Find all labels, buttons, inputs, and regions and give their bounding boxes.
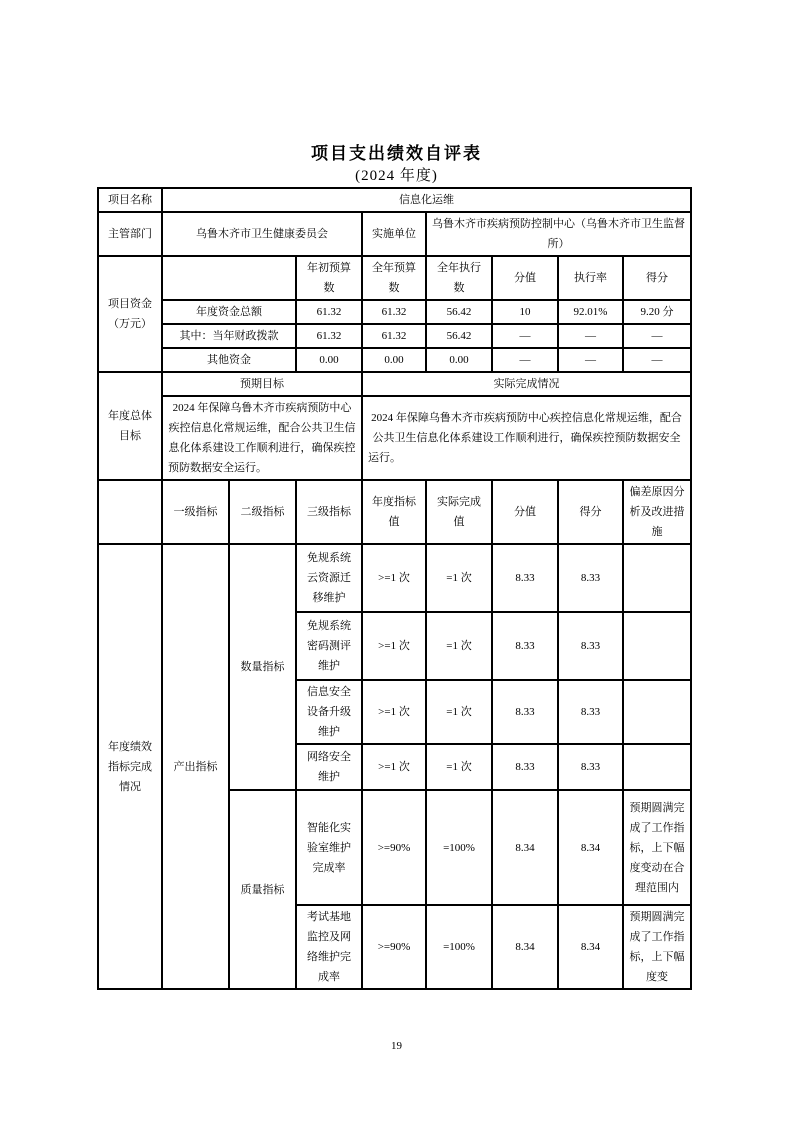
indicator-actual-cell: =1 次 (426, 612, 492, 680)
indicator-actual-cell: =1 次 (426, 544, 492, 612)
indicator-points-cell: 8.33 (492, 544, 558, 612)
indicator-level1-cell: 产出指标 (162, 544, 229, 989)
indicator-row (98, 544, 691, 612)
self-evaluation-table (97, 187, 692, 990)
indicator-points-cell: 8.33 (492, 744, 558, 790)
funding-empty-cell (162, 256, 296, 300)
goal-body-row (98, 396, 691, 480)
indicator-target-cell: >=1 次 (362, 680, 426, 744)
indicator-name-cell: 免规系统密码测评维护 (296, 612, 362, 680)
funding-col-score: 得分 (623, 256, 691, 300)
funding-cell: — (623, 348, 691, 372)
funding-row-fiscal (98, 324, 691, 348)
funding-col-points: 分值 (492, 256, 558, 300)
indicator-target-cell: >=90% (362, 905, 426, 989)
funding-col-annual-budget: 全年预算数 (362, 256, 426, 300)
funding-header-row (98, 256, 691, 300)
funding-cell: — (492, 324, 558, 348)
indicator-deviation-cell: 预期圆满完成了工作指标，上下幅度变动在合理范围内 (623, 790, 691, 905)
funding-cell: 61.32 (362, 300, 426, 324)
funding-cell: 0.00 (296, 348, 362, 372)
indicator-name-cell: 免规系统云资源迁移维护 (296, 544, 362, 612)
indicator-actual-cell: =1 次 (426, 680, 492, 744)
indicator-points-cell: 8.34 (492, 790, 558, 905)
indicator-col-score: 得分 (558, 480, 623, 544)
funding-cell: 92.01% (558, 300, 623, 324)
indicator-col-level3: 三级指标 (296, 480, 362, 544)
project-name-value: 信息化运维 (162, 188, 691, 212)
funding-col-execution-rate: 执行率 (558, 256, 623, 300)
indicator-section-label: 年度绩效指标完成情况 (98, 544, 162, 989)
funding-cell: 61.32 (362, 324, 426, 348)
funding-row-label: 年度资金总额 (162, 300, 296, 324)
indicator-col-points: 分值 (492, 480, 558, 544)
page-number: 19 (391, 1040, 402, 1052)
indicator-col-deviation: 偏差原因分析及改进措施 (623, 480, 691, 544)
funding-col-executed: 全年执行数 (426, 256, 492, 300)
unit-value: 乌鲁木齐市疾病预防控制中心（乌鲁木齐市卫生监督所） (426, 212, 691, 256)
indicator-empty-cell (98, 480, 162, 544)
funding-cell: 9.20 分 (623, 300, 691, 324)
document-title: 项目支出绩效自评表 (311, 144, 482, 163)
indicator-target-cell: >=90% (362, 790, 426, 905)
funding-cell: 61.32 (296, 300, 362, 324)
indicator-name-cell: 考试基地监控及网络维护完成率 (296, 905, 362, 989)
indicator-actual-cell: =100% (426, 905, 492, 989)
indicator-level2-quality-cell: 质量指标 (229, 790, 296, 989)
indicator-target-cell: >=1 次 (362, 744, 426, 790)
indicator-deviation-cell (623, 680, 691, 744)
funding-section-label: 项目资金（万元） (98, 256, 162, 372)
project-name-row (98, 188, 691, 212)
dept-value: 乌鲁木齐市卫生健康委员会 (162, 212, 362, 256)
funding-col-initial-budget: 年初预算数 (296, 256, 362, 300)
funding-cell: — (558, 324, 623, 348)
funding-row-label: 其他资金 (162, 348, 296, 372)
indicator-actual-cell: =1 次 (426, 744, 492, 790)
indicator-col-level1: 一级指标 (162, 480, 229, 544)
funding-cell: — (492, 348, 558, 372)
funding-cell: 61.32 (296, 324, 362, 348)
indicator-name-cell: 智能化实验室维护完成率 (296, 790, 362, 905)
document-subtitle: (2024 年度) (355, 168, 438, 184)
goal-expected-text: 2024 年保障乌鲁木齐市疾病预防中心疾控信息化常规运维，配合公共卫生信息化体系建设工作顺利进行，确保疾控预防数据安全运行。 (162, 396, 362, 480)
indicator-score-cell: 8.33 (558, 680, 623, 744)
indicator-score-cell: 8.33 (558, 544, 623, 612)
project-name-label: 项目名称 (98, 188, 162, 212)
goal-section-label: 年度总体目标 (98, 372, 162, 480)
indicator-points-cell: 8.34 (492, 905, 558, 989)
indicator-name-cell: 网络安全维护 (296, 744, 362, 790)
goal-actual-header: 实际完成情况 (362, 372, 691, 396)
indicator-col-actual: 实际完成值 (426, 480, 492, 544)
funding-cell: 56.42 (426, 324, 492, 348)
goal-header-row (98, 372, 691, 396)
indicator-points-cell: 8.33 (492, 612, 558, 680)
funding-cell: 56.42 (426, 300, 492, 324)
indicator-col-target: 年度指标值 (362, 480, 426, 544)
funding-row-label: 其中：当年财政拨款 (162, 324, 296, 348)
indicator-points-cell: 8.33 (492, 680, 558, 744)
indicator-target-cell: >=1 次 (362, 544, 426, 612)
goal-expected-header: 预期目标 (162, 372, 362, 396)
indicator-score-cell: 8.33 (558, 612, 623, 680)
funding-cell: 10 (492, 300, 558, 324)
funding-cell: — (623, 324, 691, 348)
indicator-deviation-cell (623, 612, 691, 680)
indicator-deviation-cell: 预期圆满完成了工作指标，上下幅度变 (623, 905, 691, 989)
indicator-deviation-cell (623, 544, 691, 612)
indicator-name-cell: 信息安全设备升级维护 (296, 680, 362, 744)
funding-cell: 0.00 (362, 348, 426, 372)
indicator-col-level2: 二级指标 (229, 480, 296, 544)
funding-row-other (98, 348, 691, 372)
goal-actual-text: 2024 年保障乌鲁木齐市疾病预防中心疾控信息化常规运维，配合公共卫生信息化体系建设工作顺利进行，确保疾控预防数据安全运行。 (362, 396, 691, 480)
indicator-target-cell: >=1 次 (362, 612, 426, 680)
funding-cell: 0.00 (426, 348, 492, 372)
indicator-deviation-cell (623, 744, 691, 790)
funding-row-total (98, 300, 691, 324)
indicator-score-cell: 8.33 (558, 744, 623, 790)
unit-label: 实施单位 (362, 212, 426, 256)
indicator-score-cell: 8.34 (558, 790, 623, 905)
indicator-header-row (98, 480, 691, 544)
department-row (98, 212, 691, 256)
indicator-score-cell: 8.34 (558, 905, 623, 989)
indicator-actual-cell: =100% (426, 790, 492, 905)
dept-label: 主管部门 (98, 212, 162, 256)
funding-cell: — (558, 348, 623, 372)
indicator-level2-quantity-cell: 数量指标 (229, 544, 296, 790)
